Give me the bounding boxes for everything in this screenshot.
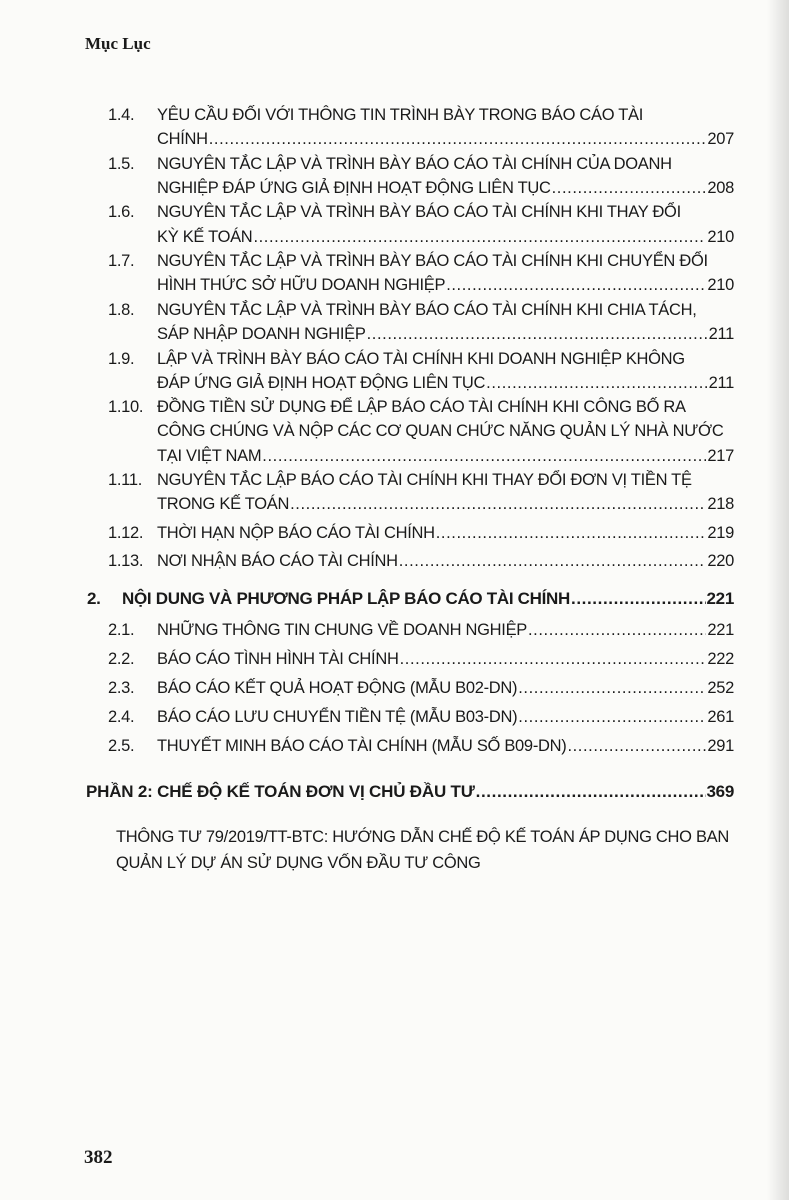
entry-page: 221	[707, 621, 734, 640]
entry-page: 210	[707, 227, 734, 246]
toc-entry[interactable]	[108, 647, 734, 671]
entry-title-line: TRONG KẾ TOÁN	[157, 495, 290, 514]
entry-number: 1.10.	[108, 398, 144, 417]
dot-leader	[518, 676, 706, 700]
toc-entry[interactable]	[108, 734, 734, 758]
dot-leader	[399, 549, 707, 573]
page-edge-shadow	[767, 0, 789, 1200]
entry-title-line: NƠI NHẬN BÁO CÁO TÀI CHÍNH	[157, 551, 398, 570]
entry-title-line: YÊU CẦU ĐỐI VỚI THÔNG TIN TRÌNH BÀY TRONG BÁO CÁO TÀI	[157, 106, 644, 124]
entry-number: 2.1.	[108, 621, 135, 640]
entry-title-line: KỲ KẾ TOÁN	[157, 227, 253, 246]
entry-title-line: NHỮNG THÔNG TIN CHUNG VỀ DOANH NGHIỆP	[157, 621, 527, 640]
entry-title-line: BÁO CÁO KẾT QUẢ HOẠT ĐỘNG (MẪU B02-DN)	[157, 679, 518, 698]
entry-title-line: ĐỒNG TIỀN SỬ DỤNG ĐỂ LẬP BÁO CÁO TÀI CHÍNH KHI CÔNG BỐ RA	[157, 398, 686, 417]
entry-title-line: THỜI HẠN NỘP BÁO CÁO TÀI CHÍNH	[157, 523, 435, 542]
entry-number: 1.5.	[108, 154, 135, 173]
entry-page: 217	[707, 446, 734, 465]
entry-title-line: CÔNG CHÚNG VÀ NỘP CÁC CƠ QUAN CHỨC NĂNG QUẢN LÝ NHÀ NƯỚC	[157, 422, 724, 441]
entry-title-line: NGUYÊN TẮC LẬP VÀ TRÌNH BÀY BÁO CÁO TÀI CHÍNH KHI CHUYỂN ĐỔI	[157, 252, 708, 271]
page-number: 382	[84, 1147, 113, 1168]
toc-entry[interactable]	[108, 395, 734, 468]
toc-entry[interactable]	[108, 705, 734, 729]
entry-number: 2.5.	[108, 737, 135, 756]
entry-title-line: BÁO CÁO TÌNH HÌNH TÀI CHÍNH	[157, 650, 399, 669]
entry-page: 210	[707, 276, 734, 295]
toc-entry[interactable]	[108, 347, 734, 395]
entry-number: 2.3.	[108, 679, 135, 698]
entry-title: NỘI DUNG VÀ PHƯƠNG PHÁP LẬP BÁO CÁO TÀI CHÍNH	[122, 588, 571, 608]
entry-number: 1.6.	[108, 203, 135, 222]
entry-title-line: NGUYÊN TẮC LẬP BÁO CÁO TÀI CHÍNH KHI THAY ĐỔI ĐƠN VỊ TIỀN TỆ	[157, 471, 692, 490]
toc-entry[interactable]	[108, 549, 734, 573]
toc-entry[interactable]	[108, 103, 734, 151]
toc-section-2[interactable]	[87, 587, 734, 611]
running-header: Mục Lục	[85, 34, 151, 53]
entry-page: 222	[707, 650, 734, 669]
dot-leader	[290, 492, 706, 516]
entry-number: 1.11.	[108, 471, 142, 490]
entry-page: 211	[708, 325, 734, 344]
dot-leader	[367, 322, 708, 346]
entry-page: 221	[706, 588, 734, 608]
entry-title-line: CHÍNH	[157, 130, 208, 149]
section-1-entries	[108, 103, 734, 573]
entry-page: 291	[707, 737, 734, 756]
entry-page: 219	[707, 523, 734, 542]
entry-title-line: NGUYÊN TẮC LẬP VÀ TRÌNH BÀY BÁO CÁO TÀI CHÍNH KHI CHIA TÁCH,	[157, 300, 697, 319]
toc-entry[interactable]	[108, 249, 734, 297]
entry-number: 2.2.	[108, 650, 135, 669]
entry-page: 369	[706, 782, 734, 801]
entry-title-line: TẠI VIỆT NAM	[157, 446, 262, 465]
dot-leader	[552, 176, 707, 200]
entry-title-line: HÌNH THỨC SỞ HỮU DOANH NGHIỆP	[157, 276, 446, 295]
dot-leader	[209, 127, 707, 151]
entry-number: 1.4.	[108, 106, 135, 124]
dot-leader	[571, 587, 706, 611]
dot-leader	[528, 618, 706, 642]
dot-leader	[486, 371, 707, 395]
entry-page: 218	[707, 495, 734, 514]
entry-title-line: NGUYÊN TẮC LẬP VÀ TRÌNH BÀY BÁO CÁO TÀI CHÍNH KHI THAY ĐỔI	[157, 203, 681, 222]
toc-entry[interactable]	[108, 521, 734, 545]
entry-page: 220	[707, 551, 734, 570]
dot-leader	[446, 273, 706, 297]
dot-leader	[436, 521, 707, 545]
entry-number: 1.9.	[108, 349, 135, 368]
entry-page: 261	[707, 708, 734, 727]
entry-title-line: BÁO CÁO LƯU CHUYỂN TIỀN TỆ (MẪU B03-DN)	[157, 708, 518, 727]
entry-number: 1.8.	[108, 300, 135, 319]
entry-title-line: SÁP NHẬP DOANH NGHIỆP	[157, 325, 366, 344]
dot-leader	[567, 734, 706, 758]
circular-title: THÔNG TƯ 79/2019/TT-BTC: HƯỚNG DẪN CHẾ ĐỘ KẾ TOÁN ÁP DỤNG CHO BAN QUẢN LÝ DỰ ÁN SỬ DỤNG VỐN ĐẦU TƯ CÔNG	[116, 828, 729, 872]
dot-leader	[253, 225, 706, 249]
dot-leader	[262, 444, 706, 468]
dot-leader	[518, 705, 706, 729]
entry-page: 207	[707, 130, 734, 149]
toc-entry[interactable]	[108, 618, 734, 642]
entry-title-line: LẬP VÀ TRÌNH BÀY BÁO CÁO TÀI CHÍNH KHI DOANH NGHIỆP KHÔNG	[157, 349, 685, 368]
entry-title-line: ĐÁP ỨNG GIẢ ĐỊNH HOẠT ĐỘNG LIÊN TỤC	[157, 373, 486, 392]
entry-title-line: NGHIỆP ĐÁP ỨNG GIẢ ĐỊNH HOẠT ĐỘNG LIÊN TỤC	[157, 178, 551, 197]
entry-page: 211	[708, 373, 734, 392]
section-2-entries	[108, 618, 734, 758]
dot-leader	[400, 647, 707, 671]
entry-page: 208	[707, 178, 734, 197]
entry-number: 2.4.	[108, 708, 135, 727]
entry-title-line: THUYẾT MINH BÁO CÁO TÀI CHÍNH (MẪU SỐ B09-DN)	[157, 737, 567, 756]
entry-title-line: NGUYÊN TẮC LẬP VÀ TRÌNH BÀY BÁO CÁO TÀI CHÍNH CỦA DOANH	[157, 154, 672, 173]
table-of-contents	[87, 103, 734, 763]
entry-title: PHẦN 2: CHẾ ĐỘ KẾ TOÁN ĐƠN VỊ CHỦ ĐẦU TƯ	[86, 782, 475, 801]
toc-entry[interactable]	[108, 468, 734, 516]
toc-entry[interactable]	[108, 200, 734, 248]
dot-leader	[476, 780, 706, 804]
toc-entry[interactable]	[108, 676, 734, 700]
entry-page: 252	[707, 679, 734, 698]
toc-entry[interactable]	[108, 152, 734, 200]
entry-number: 1.13.	[108, 551, 144, 570]
toc-part-2[interactable]	[86, 780, 734, 804]
entry-number: 1.12.	[108, 523, 144, 542]
toc-entry[interactable]	[108, 298, 734, 346]
entry-number: 1.7.	[108, 252, 135, 271]
entry-number: 2.	[87, 588, 101, 608]
